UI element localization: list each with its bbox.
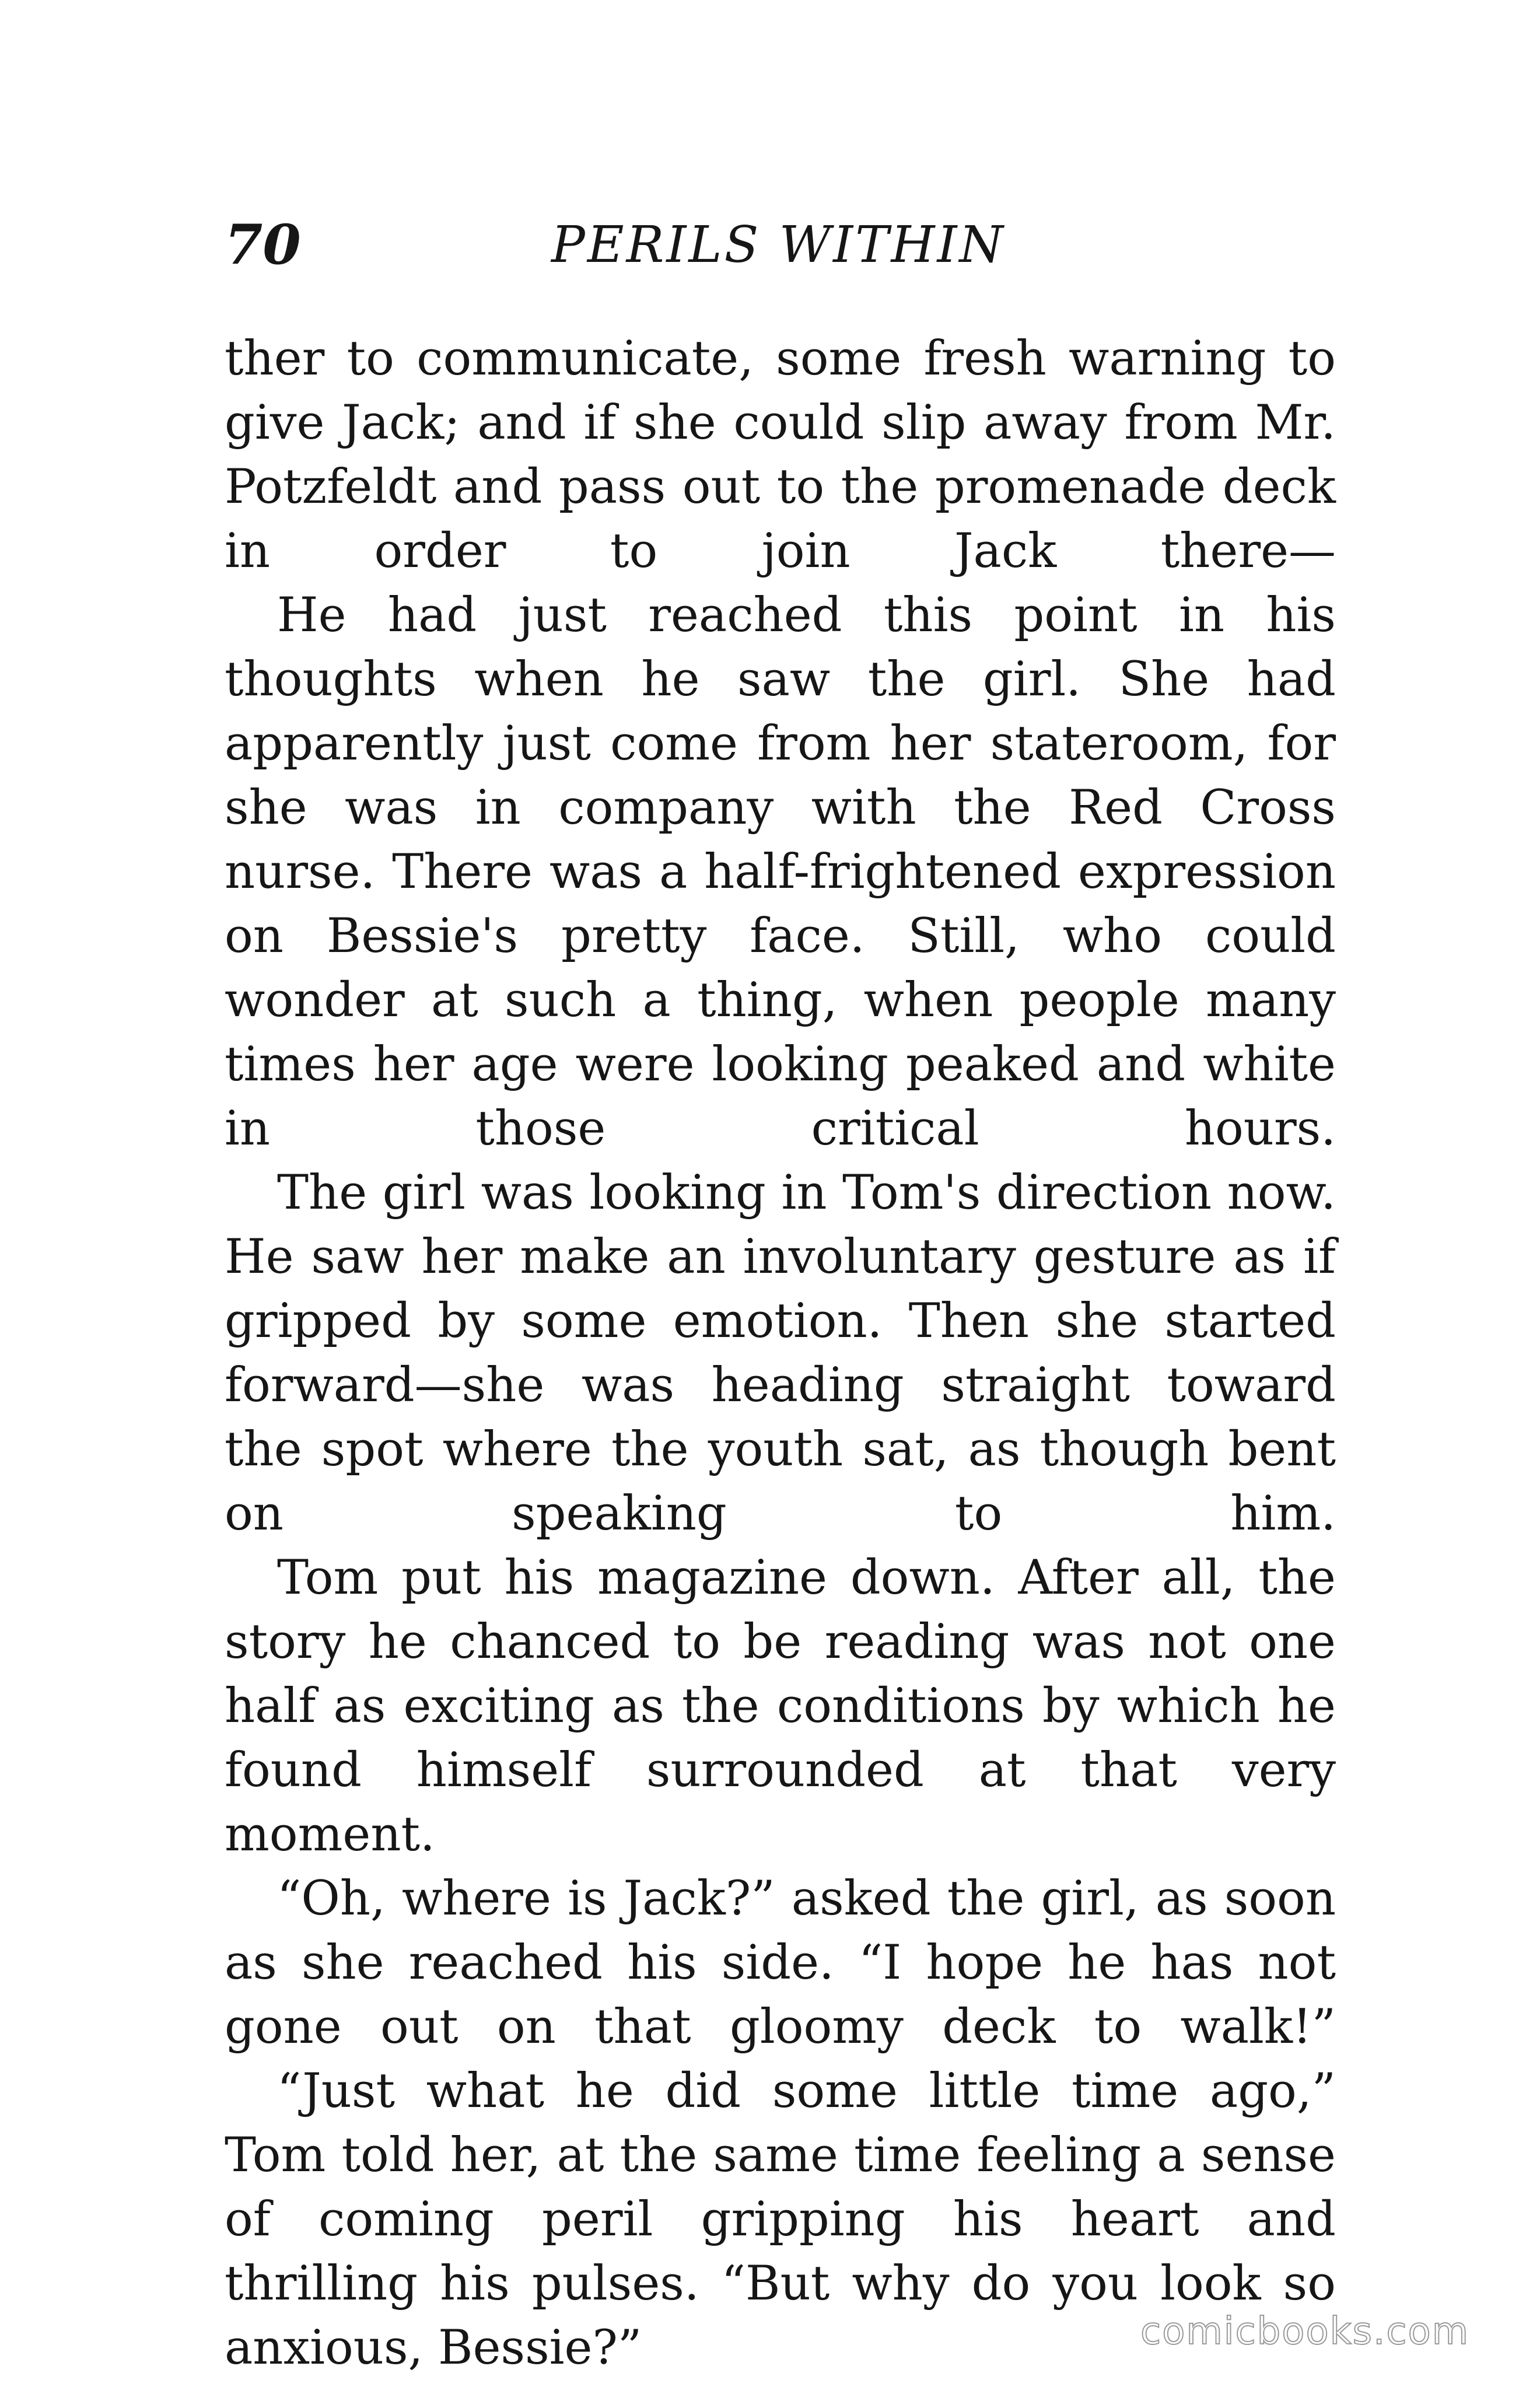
paragraph: “Oh, where is Jack?” asked the girl, as soon as she reached his side. “I hope he has not gone out on that gloomy deck to walk!” bbox=[225, 1871, 1336, 2054]
page-body bbox=[225, 327, 1336, 2380]
paragraph: He had just reached this point in his thoughts when he saw the girl. She had apparently just come from her stateroom, for she was in company with the Red Cross nurse. There was a half-frightened expression on Bessie's pretty face. Still, who could wonder at such a thing, when people many times her age were looking peaked and white in those critical hours. bbox=[225, 588, 1336, 1156]
paragraph: “Just what he did some little time ago,” Tom told her, at the same time feeling a sense of coming peril gripping his heart and thrilling his pulses. “But why do you look so anxious, Bessie?” bbox=[225, 2064, 1336, 2375]
running-title: PERILS WITHIN bbox=[551, 216, 1006, 274]
paragraph: Tom put his magazine down. After all, the story he chanced to be reading was not one half as exciting as the conditions by which he found himself surrounded at that very moment. bbox=[225, 1550, 1336, 1862]
page-header bbox=[225, 213, 1333, 277]
watermark-logo: comicbooks.com bbox=[1140, 2310, 1470, 2353]
paragraph-continued: ther to communicate, some fresh warning to give Jack; and if she could slip away from Mr. Potzfeldt and pass out to the promenade deck in order to join Jack there— bbox=[225, 331, 1336, 579]
paragraph: The girl was looking in Tom's direction now. He saw her make an involuntary gesture as if gripped by some emotion. Then she started forward—she was heading straight toward the spot where the youth sat, as though bent on speaking to him. bbox=[225, 1166, 1336, 1541]
page-number: 70 bbox=[225, 213, 301, 277]
